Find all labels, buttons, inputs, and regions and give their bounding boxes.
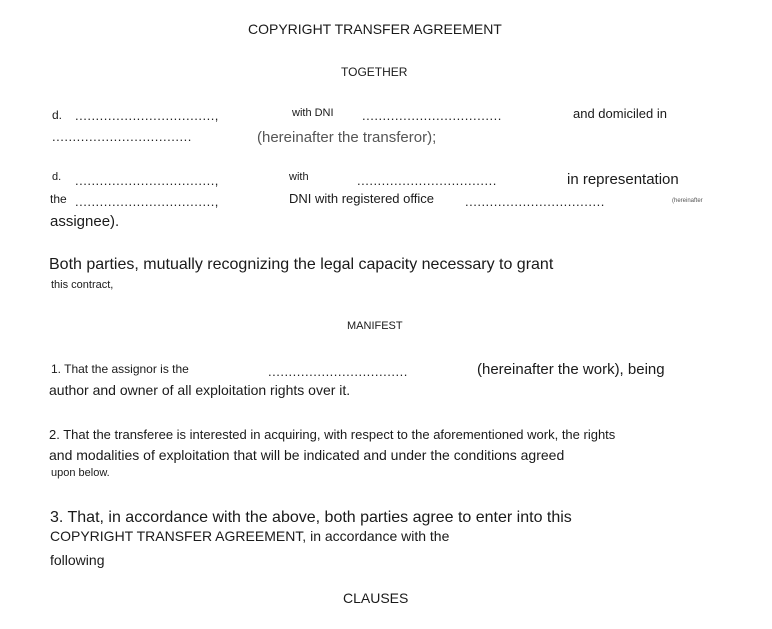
together-heading: TOGETHER: [341, 65, 408, 79]
item1-line1-end: (hereinafter the work), being: [477, 361, 665, 378]
document-title: COPYRIGHT TRANSFER AGREEMENT: [248, 21, 502, 37]
manifest-heading: MANIFEST: [347, 320, 403, 332]
parties-statement-line2: this contract,: [51, 279, 114, 291]
party2-assignee: assignee).: [50, 213, 120, 230]
party1-address-blank: ..................................: [52, 129, 192, 144]
party2-name-blank: ..................................,: [75, 173, 219, 188]
party1-domiciled: and domiciled in: [573, 106, 667, 121]
party1-dni-blank: ..................................: [362, 108, 502, 123]
party1-prefix: d.: [52, 108, 63, 122]
item1-line2: author and owner of all exploitation rights over it.: [49, 382, 351, 398]
item2-line1: 2. That the transferee is interested in acquiring, with respect to the aforementioned work, the rights: [49, 427, 616, 442]
party2-tiny-note: (hereinafter: [672, 198, 703, 204]
party2-office-blank: ..................................: [465, 194, 605, 209]
item1-line1-start: 1. That the assignor is the: [51, 362, 189, 376]
party2-representation: in representation: [567, 171, 679, 188]
item2-line3: upon below.: [51, 467, 110, 479]
item3-line3: following: [50, 552, 105, 568]
party2-dni-blank: ..................................: [357, 173, 497, 188]
party2-with: with: [289, 171, 309, 183]
party2-the: the: [50, 192, 67, 206]
item1-work-blank: ..................................: [268, 364, 408, 379]
party1-hereinafter: (hereinafter the transferor);: [257, 129, 437, 146]
party1-name-blank: ..................................,: [75, 108, 219, 123]
party2-company-blank: ..................................,: [75, 194, 219, 209]
clauses-heading: CLAUSES: [343, 590, 409, 606]
parties-statement-line1: Both parties, mutually recognizing the legal capacity necessary to grant: [49, 256, 554, 273]
party1-with-dni: with DNI: [292, 107, 334, 119]
item3-line2: COPYRIGHT TRANSFER AGREEMENT, in accordance with the: [50, 528, 450, 544]
party2-dni-office: DNI with registered office: [289, 191, 434, 206]
party2-prefix: d.: [52, 171, 62, 183]
item3-line1: 3. That, in accordance with the above, both parties agree to enter into this: [50, 509, 572, 526]
item2-line2: and modalities of exploitation that will be indicated and under the conditions agreed: [49, 447, 565, 463]
